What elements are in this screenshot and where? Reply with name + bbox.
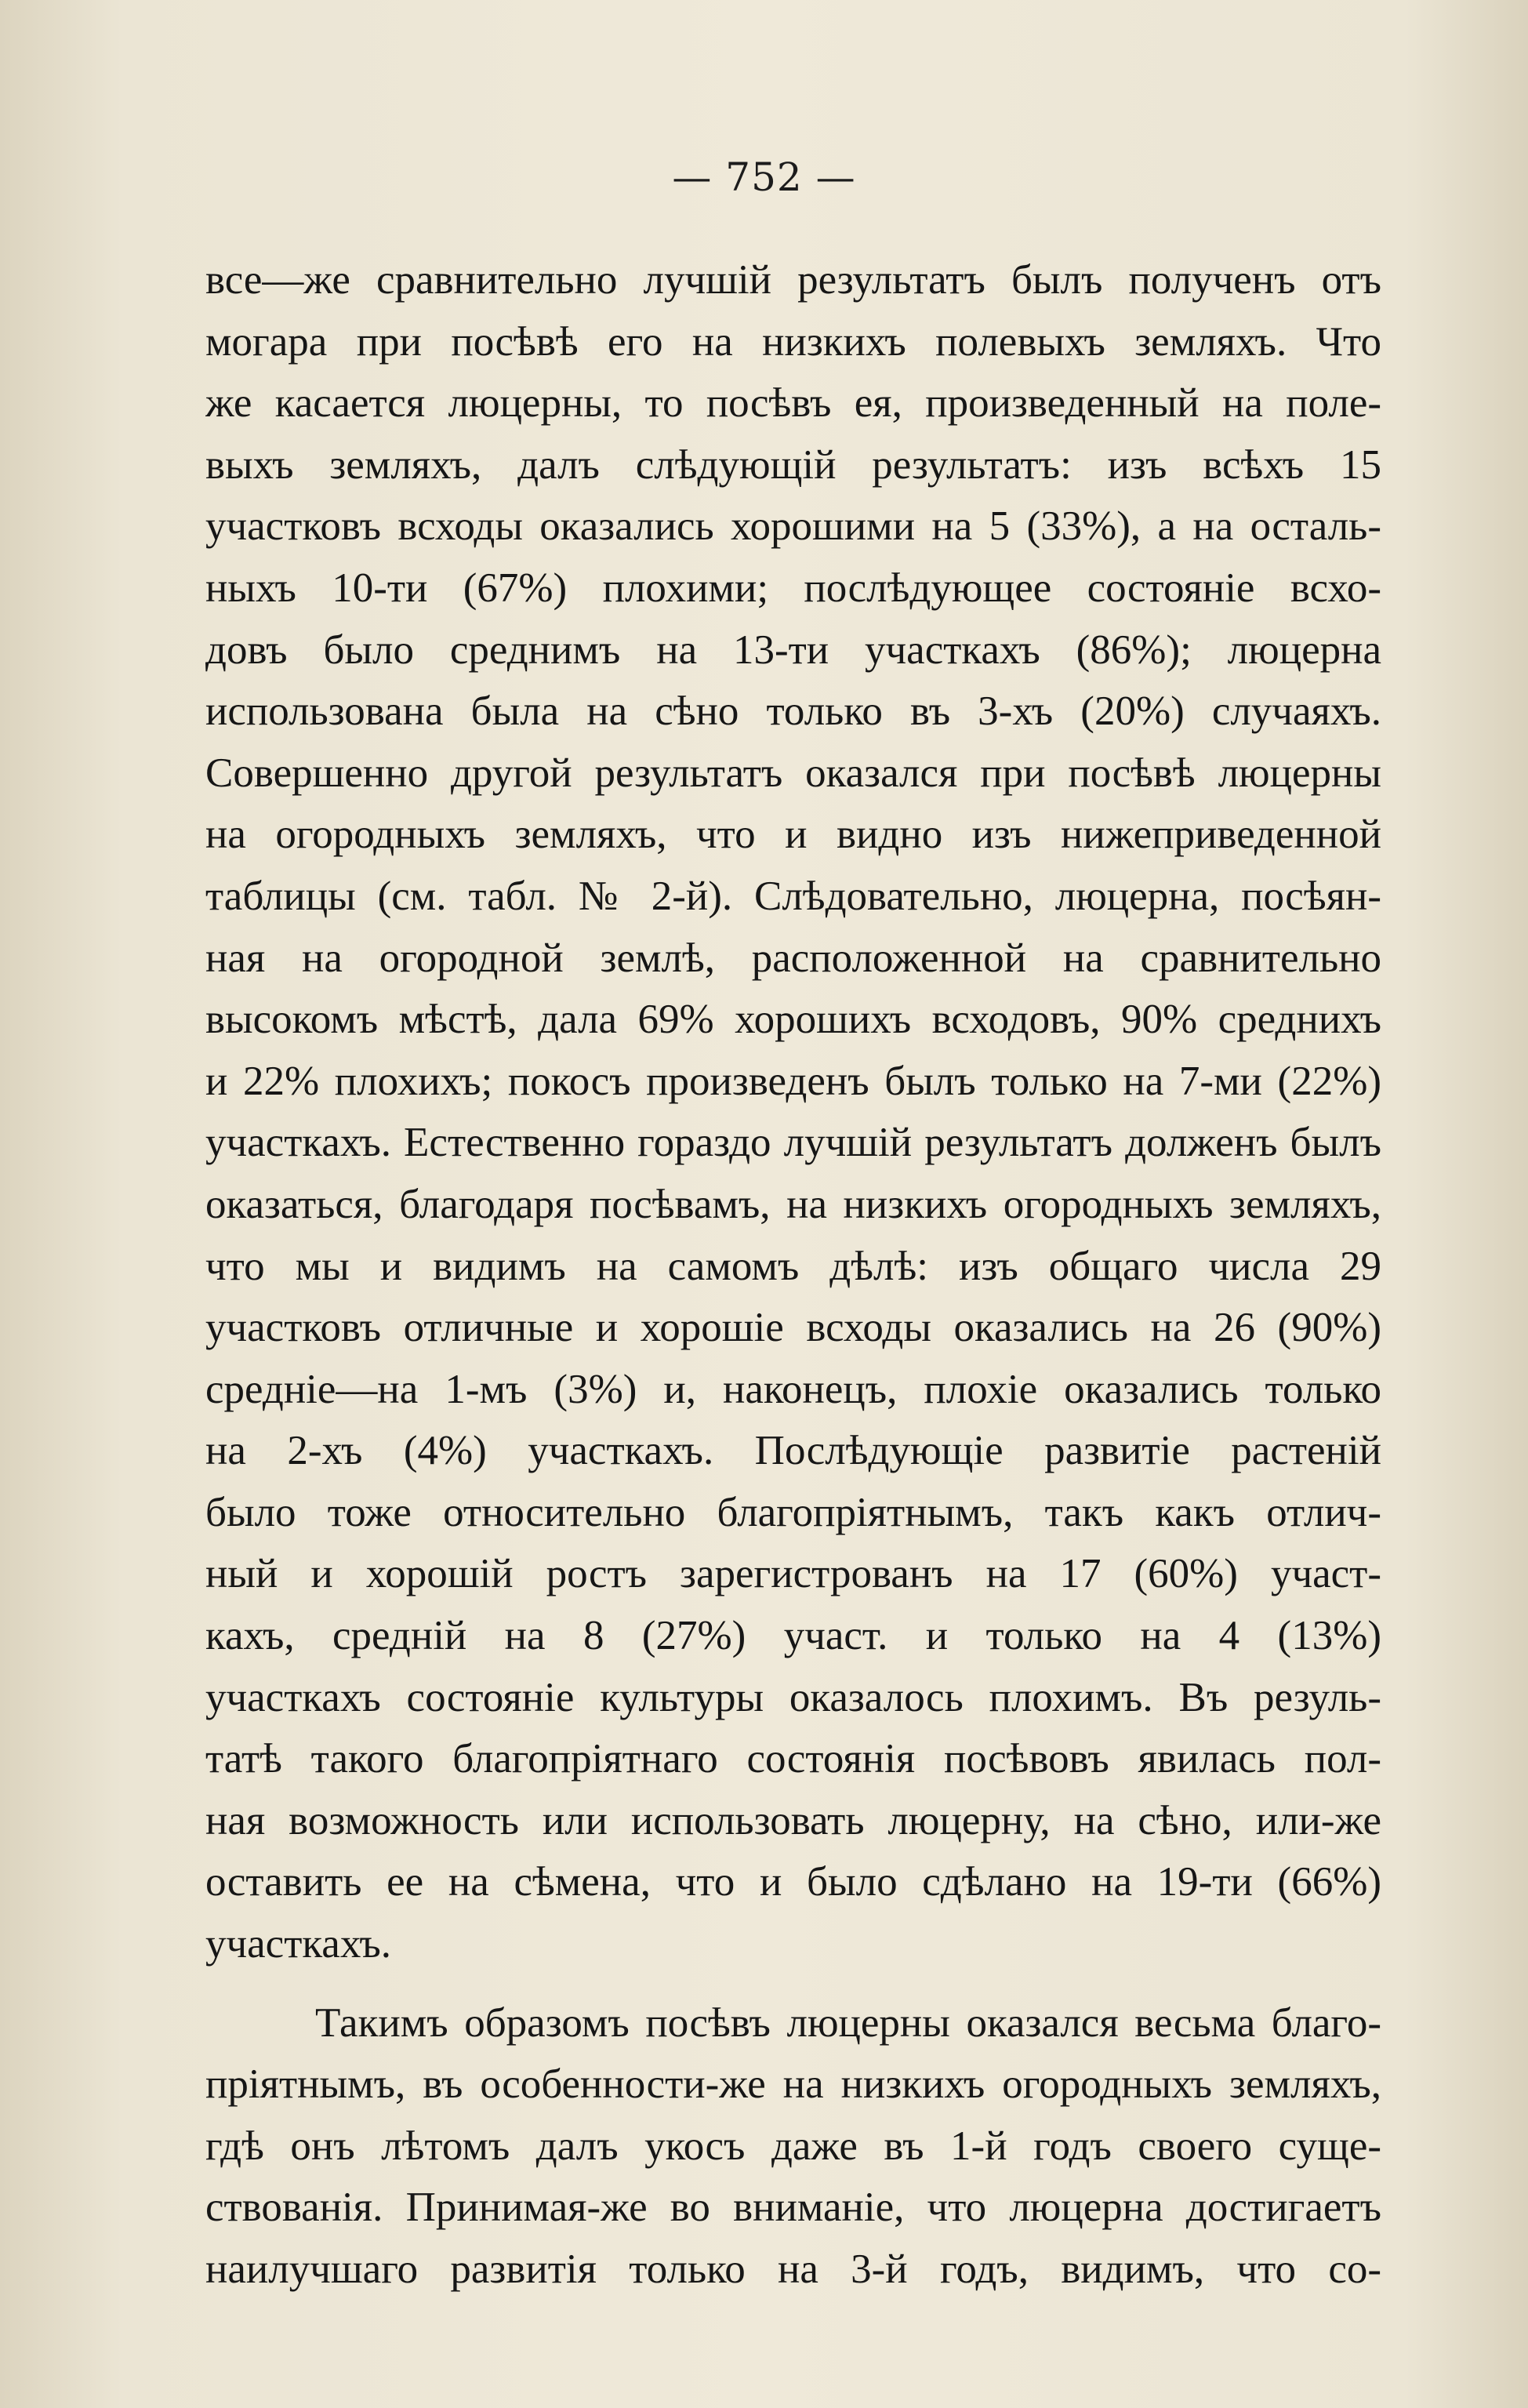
- text-line: довъ было среднимъ на 13-ти участкахъ (86%); люцерна: [205, 627, 1381, 673]
- text-line: могара при посѣвѣ его на низкихъ полевыхъ земляхъ. Что: [205, 318, 1381, 365]
- text-line: и 22% плохихъ; покосъ произведенъ былъ только на 7-ми (22%): [205, 1058, 1381, 1104]
- text-line: оставить ее на сѣмена, что и было сдѣлано на 19-ти (66%): [205, 1859, 1381, 1905]
- text-line: все—же сравнительно лучшій результатъ былъ полученъ отъ: [205, 257, 1381, 303]
- text-line: ствованія. Принимая-же во вниманіе, что люцерна достигаетъ: [205, 2185, 1381, 2231]
- text-line: ная на огородной землѣ, расположенной на сравнительно: [205, 935, 1381, 981]
- text-line: пріятнымъ, въ особенности-же на низкихъ огородныхъ земляхъ,: [205, 2061, 1381, 2108]
- text-line: кахъ, средній на 8 (27%) участ. и только на 4 (13%): [205, 1613, 1381, 1659]
- text-line: участковъ отличные и хорошіе всходы оказались на 26 (90%): [205, 1305, 1381, 1351]
- text-line: Такимъ образомъ посѣвъ люцерны оказался весьма благо-: [315, 1999, 1381, 2046]
- paragraph: [205, 1992, 1381, 2301]
- text-line: ная возможность или использовать люцерну, на сѣно, или-же: [205, 1797, 1381, 1843]
- text-line: ный и хорошій ростъ зарегистрованъ на 17 (60%) участ-: [205, 1551, 1381, 1597]
- text-line: участкахъ состояніе культуры оказалось плохимъ. Въ резуль-: [205, 1674, 1381, 1720]
- text-line: участкахъ.: [205, 1921, 391, 1967]
- text-line: наилучшаго развитія только на 3-й годъ, видимъ, что со-: [205, 2246, 1381, 2292]
- text-line: было тоже относительно благопріятнымъ, такъ какъ отлич-: [205, 1489, 1381, 1535]
- text-line: средніе—на 1-мъ (3%) и, наконецъ, плохіе оказались только: [205, 1366, 1381, 1412]
- text-line: же касается люцерны, то посѣвъ ея, произведенный на поле-: [205, 380, 1381, 427]
- text-line: на 2-хъ (4%) участкахъ. Послѣдующіе развитіе растеній: [205, 1428, 1381, 1474]
- paragraph: [205, 249, 1381, 1975]
- text-line: участковъ всходы оказались хорошими на 5 (33%), а на осталь-: [205, 503, 1381, 550]
- text-line: ныхъ 10-ти (67%) плохими; послѣдующее состояніе всхо-: [205, 565, 1381, 611]
- body-text: [205, 249, 1381, 2301]
- text-line: на огородныхъ земляхъ, что и видно изъ нижеприведенной: [205, 812, 1381, 858]
- page-number: — 752 —: [672, 154, 856, 200]
- text-line: гдѣ онъ лѣтомъ далъ укосъ даже въ 1-й годъ своего суще-: [205, 2123, 1381, 2169]
- text-line: использована была на сѣно только въ 3-хъ (20%) случаяхъ.: [205, 688, 1381, 735]
- text-line: что мы и видимъ на самомъ дѣлѣ: изъ общаго числа 29: [205, 1243, 1381, 1289]
- paragraph-gap: [205, 1975, 1381, 1992]
- text-line: Совершенно другой результатъ оказался при посѣвѣ люцерны: [205, 750, 1381, 796]
- text-line: таблицы (см. табл. № 2-й). Слѣдовательно, люцерна, посѣян-: [205, 873, 1381, 919]
- text-line: высокомъ мѣстѣ, дала 69% хорошихъ всходовъ, 90% среднихъ: [205, 997, 1381, 1043]
- text-line: выхъ земляхъ, далъ слѣдующій результатъ: изъ всѣхъ 15: [205, 441, 1381, 488]
- text-line: участкахъ. Естественно гораздо лучшій результатъ долженъ былъ: [205, 1120, 1381, 1166]
- text-line: оказаться, благодаря посѣвамъ, на низкихъ огородныхъ земляхъ,: [205, 1181, 1381, 1227]
- text-line: татѣ такого благопріятнаго состоянія посѣвовъ явилась пол-: [205, 1736, 1381, 1782]
